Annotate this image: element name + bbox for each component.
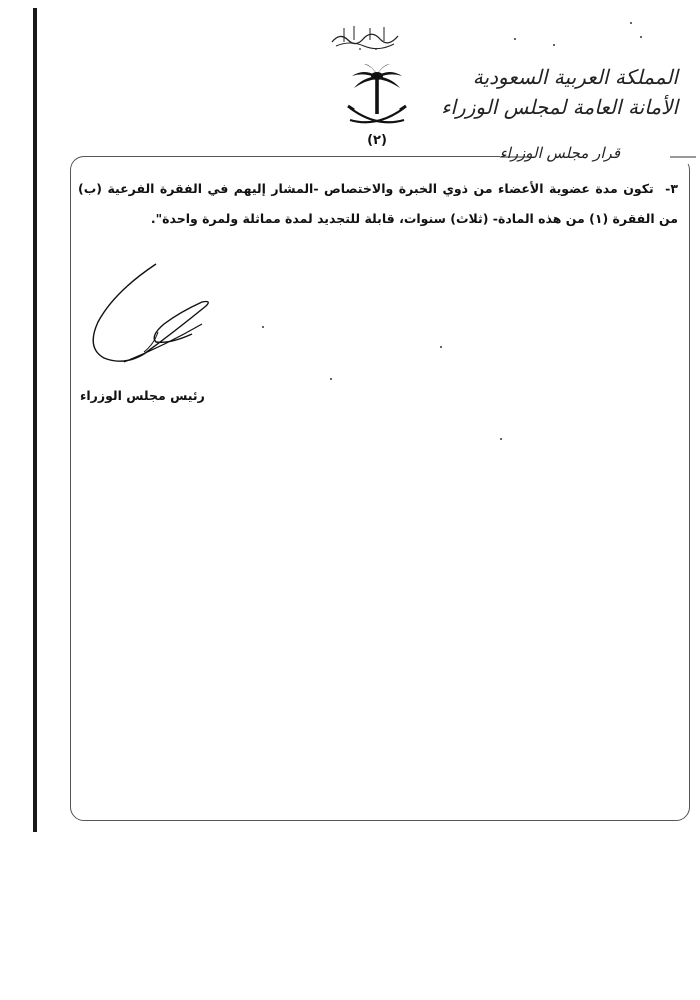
- scan-speck: [330, 378, 332, 380]
- scan-speck: [514, 38, 516, 40]
- scan-speck: [553, 44, 555, 46]
- scan-speck: [262, 326, 264, 328]
- letterhead-decision: قرار مجلس الوزراء: [499, 144, 620, 162]
- clause-paragraph: [78, 174, 678, 234]
- document-frame: [70, 156, 690, 821]
- palm-and-swords-emblem-icon: [342, 62, 412, 136]
- scan-speck: [630, 22, 632, 24]
- clause-number: ٣-: [665, 181, 678, 196]
- clause-text: تكون مدة عضوية الأعضاء من ذوي الخبرة والاختصاص -المشار إليهم في الفقرة الفرعية (ب) من الفقرة (١) من هذه المادة- (ثلاث) سنوات، قابلة للتجديد لمدة مماثلة ولمرة واحدة".: [78, 181, 678, 226]
- handwritten-signature: [84, 262, 224, 372]
- left-margin-rule: [33, 8, 37, 832]
- letterhead: [441, 62, 678, 122]
- letterhead-country: المملكة العربية السعودية: [472, 65, 678, 89]
- scan-speck: [440, 346, 442, 348]
- letterhead-secretariat: الأمانة العامة لمجلس الوزراء: [441, 95, 678, 119]
- page-number: (٢): [367, 133, 387, 148]
- signatory-title: رئيس مجلس الوزراء: [80, 388, 205, 403]
- scan-speck: [640, 36, 642, 38]
- scan-speck: [500, 438, 502, 440]
- basmala-calligraphy: [330, 22, 400, 52]
